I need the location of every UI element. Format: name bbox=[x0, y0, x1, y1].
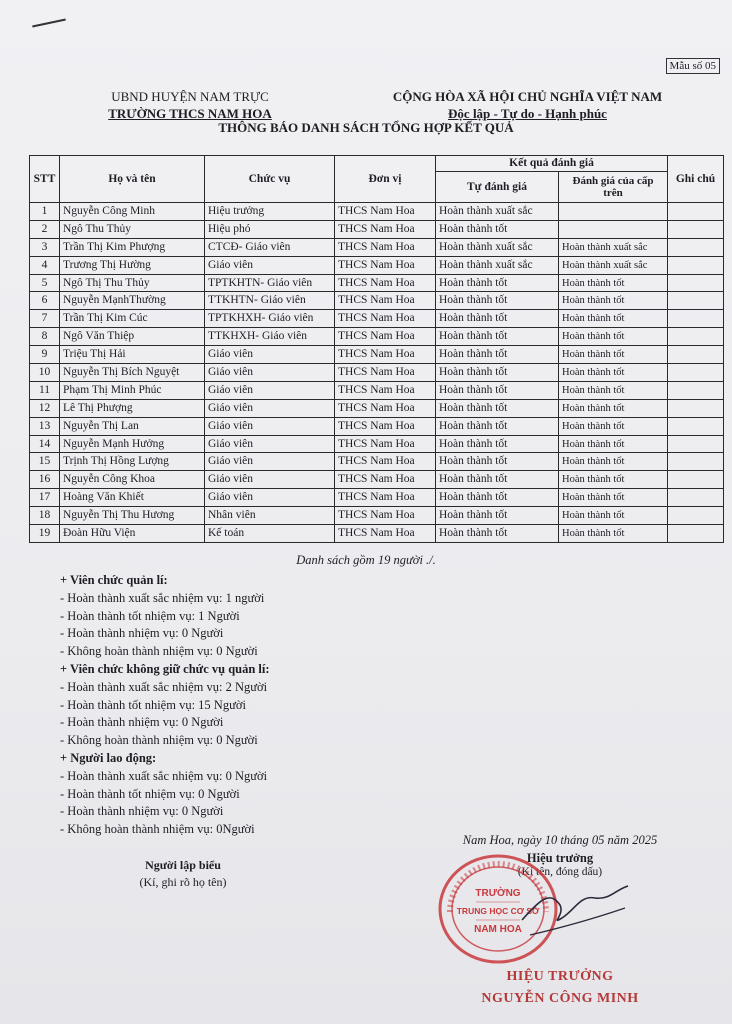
table-row bbox=[30, 525, 724, 543]
summary-line: - Không hoàn thành nhiệm vụ: 0 Người bbox=[60, 733, 258, 748]
header-stt: STT bbox=[30, 156, 60, 203]
row-unit: THCS Nam Hoa bbox=[335, 399, 436, 417]
row-position: Giáo viên bbox=[205, 471, 335, 489]
row-position: TPTKHXH- Giáo viên bbox=[205, 310, 335, 328]
row-self-assessment: Hoàn thành tốt bbox=[436, 435, 559, 453]
row-stt: 16 bbox=[30, 471, 60, 489]
row-unit: THCS Nam Hoa bbox=[335, 489, 436, 507]
row-self-assessment: Hoàn thành tốt bbox=[436, 507, 559, 525]
table-row bbox=[30, 310, 724, 328]
summary-line: - Hoàn thành xuất sắc nhiệm vụ: 0 Người bbox=[60, 768, 268, 783]
row-stt: 15 bbox=[30, 453, 60, 471]
issuing-organization bbox=[60, 88, 320, 122]
row-stt: 6 bbox=[30, 292, 60, 310]
row-name: Nguyễn Mạnh Hưởng bbox=[60, 435, 205, 453]
summary-group-title: + Viên chức quản lí: bbox=[60, 573, 168, 587]
row-name: Triệu Thị Hải bbox=[60, 346, 205, 364]
row-note bbox=[668, 471, 724, 489]
row-superior-assessment: Hoàn thành tốt bbox=[559, 310, 668, 328]
row-superior-assessment: Hoàn thành tốt bbox=[559, 525, 668, 543]
row-position: Giáo viên bbox=[205, 364, 335, 382]
row-note bbox=[668, 399, 724, 417]
row-unit: THCS Nam Hoa bbox=[335, 346, 436, 364]
row-stt: 9 bbox=[30, 346, 60, 364]
row-note bbox=[668, 489, 724, 507]
org-line-1: UBND HUYỆN NAM TRỰC bbox=[111, 89, 269, 104]
summary-line: - Hoàn thành tốt nhiệm vụ: 1 Người bbox=[60, 608, 240, 623]
row-note bbox=[668, 274, 724, 292]
results-table-body bbox=[30, 203, 724, 543]
row-name: Trịnh Thị Hồng Lượng bbox=[60, 453, 205, 471]
row-self-assessment: Hoàn thành tốt bbox=[436, 417, 559, 435]
row-name: Nguyễn Công Khoa bbox=[60, 471, 205, 489]
row-self-assessment: Hoàn thành tốt bbox=[436, 310, 559, 328]
row-superior-assessment: Hoàn thành tốt bbox=[559, 346, 668, 364]
row-self-assessment: Hoàn thành tốt bbox=[436, 274, 559, 292]
handwritten-signature-icon bbox=[520, 880, 630, 940]
header-note: Ghi chú bbox=[668, 156, 724, 203]
row-name: Trần Thị Kim Phượng bbox=[60, 238, 205, 256]
row-stt: 2 bbox=[30, 220, 60, 238]
row-unit: THCS Nam Hoa bbox=[335, 220, 436, 238]
table-row bbox=[30, 328, 724, 346]
form-number: Mẫu số 05 bbox=[666, 58, 720, 74]
table-row bbox=[30, 489, 724, 507]
row-position: Giáo viên bbox=[205, 489, 335, 507]
row-unit: THCS Nam Hoa bbox=[335, 292, 436, 310]
header-unit: Đơn vị bbox=[335, 156, 436, 203]
row-stt: 5 bbox=[30, 274, 60, 292]
row-unit: THCS Nam Hoa bbox=[335, 453, 436, 471]
header-position: Chức vụ bbox=[205, 156, 335, 203]
summary-line: - Hoàn thành tốt nhiệm vụ: 0 Người bbox=[60, 786, 240, 801]
row-unit: THCS Nam Hoa bbox=[335, 238, 436, 256]
row-name: Đoàn Hữu Viện bbox=[60, 525, 205, 543]
signer-name: NGUYỄN CÔNG MINH bbox=[481, 991, 639, 1006]
row-self-assessment: Hoàn thành tốt bbox=[436, 525, 559, 543]
table-row bbox=[30, 364, 724, 382]
row-note bbox=[668, 328, 724, 346]
row-superior-assessment: Hoàn thành tốt bbox=[559, 399, 668, 417]
preparer-note: (Kí, ghi rõ họ tên) bbox=[139, 875, 227, 889]
table-row bbox=[30, 399, 724, 417]
row-stt: 7 bbox=[30, 310, 60, 328]
table-row bbox=[30, 507, 724, 525]
row-superior-assessment bbox=[559, 220, 668, 238]
table-row bbox=[30, 417, 724, 435]
row-superior-assessment: Hoàn thành tốt bbox=[559, 328, 668, 346]
summary-section bbox=[60, 572, 270, 839]
sign-date: Nam Hoa, ngày 10 tháng 05 năm 2025 bbox=[462, 833, 658, 847]
row-name: Trương Thị Hường bbox=[60, 256, 205, 274]
row-position: Hiệu trưởng bbox=[205, 203, 335, 221]
row-note bbox=[668, 292, 724, 310]
row-note bbox=[668, 238, 724, 256]
row-unit: THCS Nam Hoa bbox=[335, 507, 436, 525]
summary-line: - Hoàn thành xuất sắc nhiệm vụ: 1 người bbox=[60, 590, 265, 605]
row-position: Giáo viên bbox=[205, 453, 335, 471]
list-count: Danh sách gồm 19 người ./. bbox=[296, 553, 436, 567]
row-name: Nguyễn Công Minh bbox=[60, 203, 205, 221]
nation-name: CỘNG HÒA XÃ HỘI CHỦ NGHĨA VIỆT NAM bbox=[392, 89, 663, 104]
national-header bbox=[345, 88, 710, 122]
row-self-assessment: Hoàn thành tốt bbox=[436, 381, 559, 399]
row-position: Giáo viên bbox=[205, 417, 335, 435]
row-name: Nguyễn MạnhThường bbox=[60, 292, 205, 310]
row-superior-assessment: Hoàn thành tốt bbox=[559, 292, 668, 310]
row-name: Trần Thị Kim Cúc bbox=[60, 310, 205, 328]
row-unit: THCS Nam Hoa bbox=[335, 203, 436, 221]
row-unit: THCS Nam Hoa bbox=[335, 471, 436, 489]
row-note bbox=[668, 453, 724, 471]
row-name: Nguyễn Thị Thu Hương bbox=[60, 507, 205, 525]
row-position: Giáo viên bbox=[205, 346, 335, 364]
row-name: Ngô Thu Thủy bbox=[60, 220, 205, 238]
row-position: Giáo viên bbox=[205, 381, 335, 399]
table-row bbox=[30, 292, 724, 310]
row-stt: 14 bbox=[30, 435, 60, 453]
header-name: Họ và tên bbox=[60, 156, 205, 203]
seal-text-3: NAM HOA bbox=[474, 924, 522, 935]
summary-line: - Hoàn thành tốt nhiệm vụ: 15 Người bbox=[60, 697, 246, 712]
signer-title: HIỆU TRƯỞNG bbox=[506, 969, 614, 984]
row-position: Kế toán bbox=[205, 525, 335, 543]
row-superior-assessment: Hoàn thành tốt bbox=[559, 364, 668, 382]
row-self-assessment: Hoàn thành tốt bbox=[436, 220, 559, 238]
row-name: Hoàng Văn Khiết bbox=[60, 489, 205, 507]
row-unit: THCS Nam Hoa bbox=[335, 328, 436, 346]
row-unit: THCS Nam Hoa bbox=[335, 417, 436, 435]
row-position: TPTKHTN- Giáo viên bbox=[205, 274, 335, 292]
row-unit: THCS Nam Hoa bbox=[335, 525, 436, 543]
seal-text-1: TRƯỜNG bbox=[475, 888, 521, 899]
preparer-block bbox=[98, 857, 268, 891]
row-superior-assessment: Hoàn thành tốt bbox=[559, 435, 668, 453]
row-note bbox=[668, 256, 724, 274]
row-self-assessment: Hoàn thành tốt bbox=[436, 489, 559, 507]
summary-group-title: + Viên chức không giữ chức vụ quản lí: bbox=[60, 661, 270, 676]
summary-line: - Hoàn thành nhiệm vụ: 0 Người bbox=[60, 626, 224, 641]
row-stt: 1 bbox=[30, 203, 60, 221]
preparer-role: Người lập biểu bbox=[145, 858, 221, 872]
table-row bbox=[30, 238, 724, 256]
table-row bbox=[30, 274, 724, 292]
table-row bbox=[30, 203, 724, 221]
row-position: Giáo viên bbox=[205, 256, 335, 274]
row-self-assessment: Hoàn thành tốt bbox=[436, 364, 559, 382]
row-stt: 4 bbox=[30, 256, 60, 274]
summary-line: - Hoàn thành nhiệm vụ: 0 Người bbox=[60, 715, 224, 730]
summary-line: - Hoàn thành nhiệm vụ: 0 Người bbox=[60, 804, 224, 819]
table-row bbox=[30, 256, 724, 274]
row-self-assessment: Hoàn thành xuất sắc bbox=[436, 203, 559, 221]
row-note bbox=[668, 310, 724, 328]
row-note bbox=[668, 220, 724, 238]
row-stt: 12 bbox=[30, 399, 60, 417]
row-position: TTKHTN- Giáo viên bbox=[205, 292, 335, 310]
row-name: Phạm Thị Minh Phúc bbox=[60, 381, 205, 399]
row-note bbox=[668, 346, 724, 364]
row-unit: THCS Nam Hoa bbox=[335, 364, 436, 382]
row-note bbox=[668, 203, 724, 221]
row-superior-assessment: Hoàn thành tốt bbox=[559, 381, 668, 399]
row-note bbox=[668, 525, 724, 543]
sign-note: (Kí tên, đóng dấu) bbox=[517, 866, 603, 878]
row-self-assessment: Hoàn thành tốt bbox=[436, 328, 559, 346]
row-note bbox=[668, 435, 724, 453]
row-name: Nguyễn Thị Lan bbox=[60, 417, 205, 435]
row-note bbox=[668, 507, 724, 525]
results-table bbox=[29, 155, 724, 543]
table-row bbox=[30, 435, 724, 453]
signer-block bbox=[410, 966, 710, 1010]
row-name: Nguyễn Thị Bích Nguyệt bbox=[60, 364, 205, 382]
summary-line: - Hoàn thành xuất sắc nhiệm vụ: 2 Người bbox=[60, 679, 268, 694]
table-row bbox=[30, 453, 724, 471]
sign-role: Hiệu trưởng bbox=[526, 851, 594, 865]
row-position: Nhân viên bbox=[205, 507, 335, 525]
row-unit: THCS Nam Hoa bbox=[335, 435, 436, 453]
header-result-group: Kết quả đánh giá bbox=[436, 156, 668, 172]
row-stt: 8 bbox=[30, 328, 60, 346]
row-superior-assessment: Hoàn thành xuất sắc bbox=[559, 238, 668, 256]
row-superior-assessment: Hoàn thành tốt bbox=[559, 471, 668, 489]
table-row bbox=[30, 471, 724, 489]
row-self-assessment: Hoàn thành tốt bbox=[436, 453, 559, 471]
row-superior-assessment: Hoàn thành tốt bbox=[559, 489, 668, 507]
table-row bbox=[30, 381, 724, 399]
row-self-assessment: Hoàn thành xuất sắc bbox=[436, 256, 559, 274]
summary-line: - Không hoàn thành nhiệm vụ: 0Người bbox=[60, 822, 255, 837]
header-superior-assessment: Đánh giá của cấp trên bbox=[559, 172, 668, 203]
row-position: Giáo viên bbox=[205, 435, 335, 453]
national-motto: Độc lập - Tự do - Hạnh phúc bbox=[448, 106, 607, 121]
row-position: CTCĐ- Giáo viên bbox=[205, 238, 335, 256]
row-name: Lê Thị Phượng bbox=[60, 399, 205, 417]
row-superior-assessment: Hoàn thành tốt bbox=[559, 453, 668, 471]
row-stt: 13 bbox=[30, 417, 60, 435]
summary-group-title: + Người lao động: bbox=[60, 750, 157, 765]
row-superior-assessment: Hoàn thành tốt bbox=[559, 507, 668, 525]
seal-text-2: TRUNG HỌC CƠ SỞ bbox=[456, 906, 540, 916]
row-name: Ngô Thị Thu Thủy bbox=[60, 274, 205, 292]
row-stt: 18 bbox=[30, 507, 60, 525]
org-line-2: TRƯỜNG THCS NAM HOA bbox=[108, 106, 272, 121]
row-note bbox=[668, 417, 724, 435]
row-stt: 11 bbox=[30, 381, 60, 399]
row-stt: 17 bbox=[30, 489, 60, 507]
row-self-assessment: Hoàn thành xuất sắc bbox=[436, 238, 559, 256]
row-stt: 19 bbox=[30, 525, 60, 543]
summary-line: - Không hoàn thành nhiệm vụ: 0 Người bbox=[60, 644, 258, 659]
row-superior-assessment bbox=[559, 203, 668, 221]
row-self-assessment: Hoàn thành tốt bbox=[436, 399, 559, 417]
row-superior-assessment: Hoàn thành xuất sắc bbox=[559, 256, 668, 274]
table-row bbox=[30, 220, 724, 238]
document-title: THÔNG BÁO DANH SÁCH TỔNG HỢP KẾT QUẢ bbox=[218, 120, 514, 135]
row-self-assessment: Hoàn thành tốt bbox=[436, 292, 559, 310]
row-unit: THCS Nam Hoa bbox=[335, 256, 436, 274]
row-position: Giáo viên bbox=[205, 399, 335, 417]
row-note bbox=[668, 364, 724, 382]
pen-mark bbox=[32, 18, 66, 27]
row-superior-assessment: Hoàn thành tốt bbox=[559, 417, 668, 435]
row-self-assessment: Hoàn thành tốt bbox=[436, 471, 559, 489]
header-self-assessment: Tự đánh giá bbox=[436, 172, 559, 203]
row-stt: 10 bbox=[30, 364, 60, 382]
row-name: Ngô Văn Thiệp bbox=[60, 328, 205, 346]
row-self-assessment: Hoàn thành tốt bbox=[436, 346, 559, 364]
row-unit: THCS Nam Hoa bbox=[335, 274, 436, 292]
row-position: Hiệu phó bbox=[205, 220, 335, 238]
row-unit: THCS Nam Hoa bbox=[335, 381, 436, 399]
row-unit: THCS Nam Hoa bbox=[335, 310, 436, 328]
row-stt: 3 bbox=[30, 238, 60, 256]
table-row bbox=[30, 346, 724, 364]
row-note bbox=[668, 381, 724, 399]
row-superior-assessment: Hoàn thành tốt bbox=[559, 274, 668, 292]
row-position: TTKHXH- Giáo viên bbox=[205, 328, 335, 346]
